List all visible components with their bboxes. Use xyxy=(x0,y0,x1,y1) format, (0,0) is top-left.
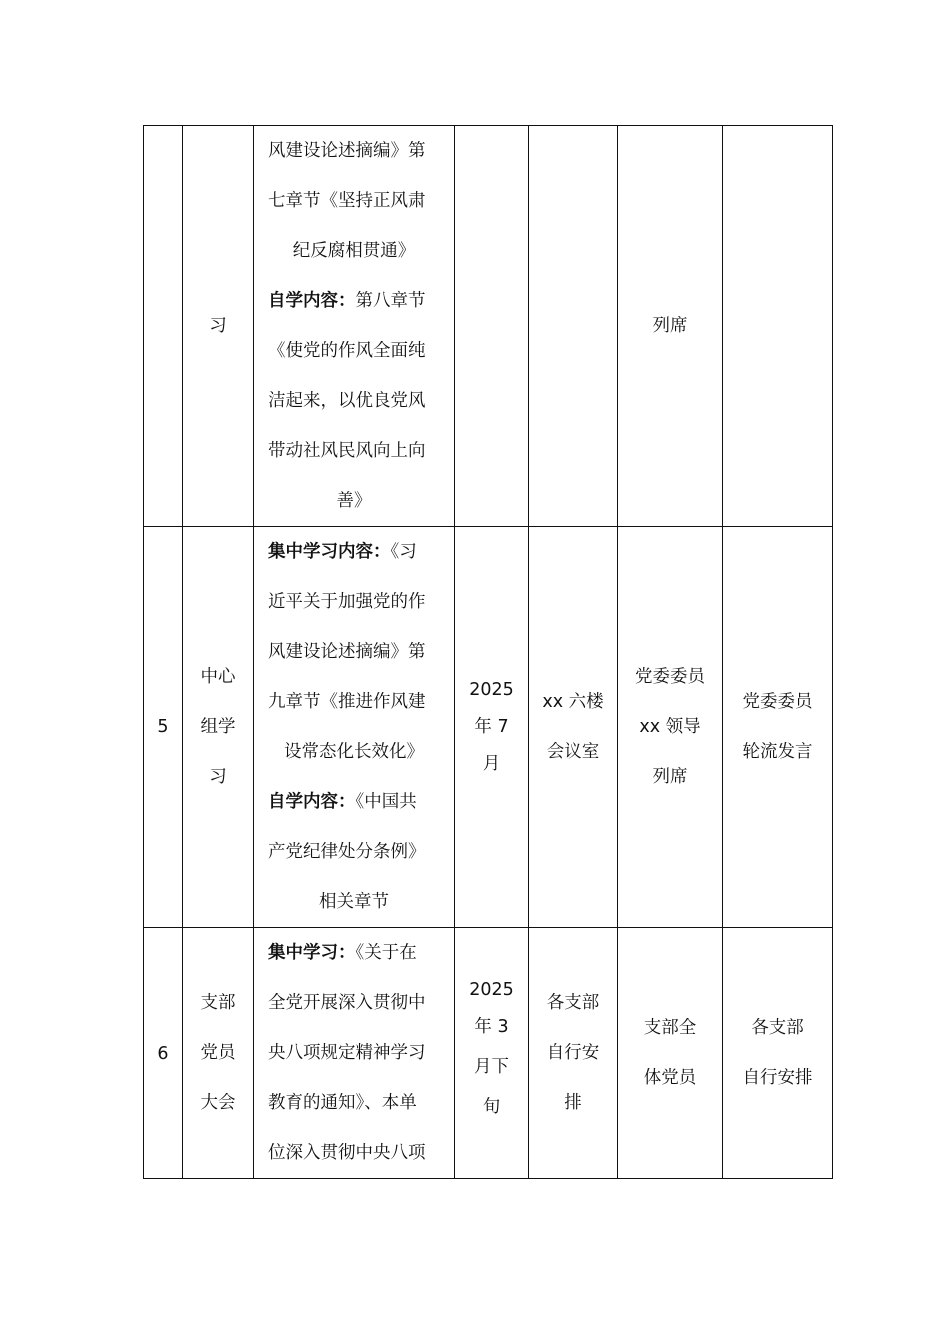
table-row xyxy=(144,928,833,1179)
form-line: 自行安排 xyxy=(742,1068,813,1088)
content-text: 《使党的作风全面纯 xyxy=(268,341,426,361)
table-row xyxy=(144,527,833,928)
content-line xyxy=(268,476,440,526)
content-line xyxy=(268,978,440,1028)
type-line: 支部 xyxy=(200,993,236,1013)
content-line xyxy=(268,226,440,276)
content-line xyxy=(268,577,440,627)
cell-form xyxy=(723,928,833,1179)
cell-form xyxy=(723,527,833,928)
row-number: 6 xyxy=(157,1044,169,1064)
content-text: 九章节《推进作风建 xyxy=(268,692,426,712)
place-line: xx 六楼 xyxy=(542,692,604,712)
cell-participants xyxy=(618,527,723,928)
row-number: 5 xyxy=(157,717,169,737)
type-line: 习 xyxy=(209,316,227,336)
cell-type xyxy=(183,527,254,928)
participants-line: 体党员 xyxy=(643,1068,697,1088)
content-text: 《习 xyxy=(390,542,417,562)
content-text: 纪反腐相贯通》 xyxy=(292,241,416,261)
type-line: 大会 xyxy=(200,1093,236,1113)
place-line: 自行安 xyxy=(546,1043,600,1063)
participants-line: 列席 xyxy=(652,767,688,787)
content-line xyxy=(268,777,440,827)
cell-place xyxy=(529,527,618,928)
content-label: 自学内容： xyxy=(268,792,356,812)
table-row xyxy=(144,126,833,527)
cell-time xyxy=(455,126,529,527)
cell-number xyxy=(144,928,183,1179)
content-line xyxy=(268,727,440,777)
participants-line: 列席 xyxy=(652,316,688,336)
time-line: 2025 xyxy=(469,680,514,700)
cell-place xyxy=(529,126,618,527)
content-text: 七章节《坚持正风肃 xyxy=(268,191,426,211)
content-line xyxy=(268,627,440,677)
content-text: 全党开展深入贯彻中 xyxy=(268,993,426,1013)
content-block xyxy=(254,527,454,927)
time-line: 年 7 xyxy=(474,717,509,737)
content-text: 《关于在 xyxy=(355,943,417,963)
type-line: 中心 xyxy=(200,667,236,687)
content-line xyxy=(268,326,440,376)
place-line: 各支部 xyxy=(546,993,600,1013)
cell-time xyxy=(455,928,529,1179)
time-line: 旬 xyxy=(482,1097,501,1117)
cell-time xyxy=(455,527,529,928)
type-line: 习 xyxy=(209,767,227,787)
content-label: 自学内容： xyxy=(268,291,356,311)
form-line: 党委委员 xyxy=(742,692,813,712)
form-line: 轮流发言 xyxy=(742,742,813,762)
participants-line: xx 领导 xyxy=(639,717,701,737)
content-text: 产党纪律处分条例》 xyxy=(268,842,426,862)
content-text: 风建设论述摘编》第 xyxy=(268,642,426,662)
content-line xyxy=(268,928,440,978)
content-text: 相关章节 xyxy=(319,892,389,912)
content-line xyxy=(268,426,440,476)
content-line xyxy=(268,877,440,927)
content-text: 近平关于加强党的作 xyxy=(268,592,426,612)
content-line xyxy=(268,1028,440,1078)
content-line xyxy=(268,677,440,727)
study-plan-table xyxy=(143,125,833,1179)
content-text: 第八章节 xyxy=(355,291,426,311)
content-line xyxy=(268,176,440,226)
cell-content xyxy=(254,126,455,527)
content-line xyxy=(268,527,440,577)
place-line: 会议室 xyxy=(546,742,600,762)
content-text: 带动社风民风向上向 xyxy=(268,441,426,461)
content-text: 位深入贯彻中央八项 xyxy=(268,1143,426,1163)
cell-type xyxy=(183,126,254,527)
content-label: 集中学习： xyxy=(268,943,356,963)
content-line xyxy=(268,1128,440,1178)
place-line: 排 xyxy=(564,1093,582,1113)
content-line xyxy=(268,276,440,326)
content-text: 风建设论述摘编》第 xyxy=(268,141,426,161)
study-plan-table-body xyxy=(144,126,833,1179)
form-line: 各支部 xyxy=(751,1018,804,1038)
cell-number xyxy=(144,126,183,527)
cell-content xyxy=(254,928,455,1179)
time-line: 年 3 xyxy=(474,1017,509,1037)
content-label: 集中学习内容： xyxy=(268,542,391,562)
content-block xyxy=(254,126,454,526)
type-line: 党员 xyxy=(200,1043,236,1063)
content-text: 教育的通知》、本单 xyxy=(268,1093,417,1113)
type-line: 组学 xyxy=(200,717,236,737)
time-line: 月下 xyxy=(474,1057,509,1077)
time-line: 月 xyxy=(482,754,501,774)
content-line xyxy=(268,126,440,176)
cell-place xyxy=(529,928,618,1179)
cell-number xyxy=(144,527,183,928)
content-text: 洁起来，以优良党风 xyxy=(268,391,426,411)
cell-participants xyxy=(618,126,723,527)
cell-form xyxy=(723,126,833,527)
content-line xyxy=(268,827,440,877)
content-text: 善》 xyxy=(336,491,372,511)
cell-content xyxy=(254,527,455,928)
content-text: 《中国共 xyxy=(355,792,417,812)
participants-line: 支部全 xyxy=(643,1018,697,1038)
cell-type xyxy=(183,928,254,1179)
content-line xyxy=(268,376,440,426)
content-text: 央八项规定精神学习 xyxy=(268,1043,426,1063)
content-block xyxy=(254,928,454,1178)
participants-line: 党委委员 xyxy=(635,667,705,687)
cell-participants xyxy=(618,928,723,1179)
time-line: 2025 xyxy=(469,980,514,1000)
content-text: 设常态化长效化》 xyxy=(284,742,424,762)
content-line xyxy=(268,1078,440,1128)
